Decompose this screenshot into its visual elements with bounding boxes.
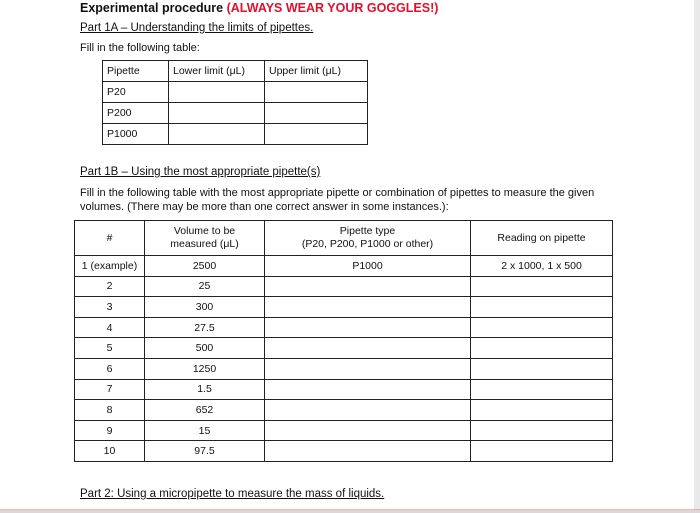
table-row xyxy=(75,441,613,462)
lower-limit-cell[interactable] xyxy=(169,124,265,145)
table-row xyxy=(75,317,613,338)
pipette-type-cell[interactable] xyxy=(265,400,471,421)
volume-cell: 97.5 xyxy=(145,441,265,462)
pipette-type-cell[interactable] xyxy=(265,297,471,318)
header-reading: Reading on pipette xyxy=(471,221,613,256)
header-type-line1: Pipette type xyxy=(339,225,396,237)
page-title xyxy=(80,1,438,15)
reading-cell[interactable] xyxy=(471,379,613,400)
reading-cell[interactable] xyxy=(471,441,613,462)
number-cell: 1 (example) xyxy=(75,256,145,277)
reading-cell[interactable] xyxy=(471,297,613,318)
table-row xyxy=(103,103,368,124)
number-cell: 7 xyxy=(75,379,145,400)
table-row xyxy=(103,124,368,145)
pipette-type-cell: P1000 xyxy=(265,256,471,277)
number-cell: 6 xyxy=(75,358,145,379)
number-cell: 2 xyxy=(75,276,145,297)
part-2-heading: Part 2: Using a micropipette to measure the mass of liquids. xyxy=(80,488,385,500)
lower-limit-cell[interactable] xyxy=(169,103,265,124)
volume-cell: 27.5 xyxy=(145,317,265,338)
table-header-row xyxy=(103,61,368,82)
header-volume-line1: Volume to be xyxy=(173,225,236,237)
part-1a-heading: Part 1A – Understanding the limits of pipettes. xyxy=(80,22,314,34)
volume-cell: 652 xyxy=(145,400,265,421)
part-1b-instruction-line2: volumes. (There may be more than one correct answer in some instances.): xyxy=(80,201,449,213)
volume-cell: 15 xyxy=(145,420,265,441)
pipette-type-cell[interactable] xyxy=(265,379,471,400)
part-1b-instruction-line1: Fill in the following table with the most appropriate pipette or combination of pipettes to measure the given xyxy=(80,187,595,199)
number-cell: 9 xyxy=(75,420,145,441)
reading-cell[interactable] xyxy=(471,317,613,338)
title-main: Experimental procedure xyxy=(80,1,224,15)
upper-limit-cell[interactable] xyxy=(265,124,368,145)
pipette-selection-table xyxy=(74,220,613,462)
pipette-type-cell[interactable] xyxy=(265,441,471,462)
lower-limit-cell[interactable] xyxy=(169,82,265,103)
reading-cell[interactable] xyxy=(471,420,613,441)
volume-cell: 2500 xyxy=(145,256,265,277)
reading-cell[interactable] xyxy=(471,338,613,359)
pipette-type-cell[interactable] xyxy=(265,338,471,359)
number-cell: 5 xyxy=(75,338,145,359)
pipette-type-cell[interactable] xyxy=(265,317,471,338)
number-cell: 8 xyxy=(75,400,145,421)
pipette-cell: P200 xyxy=(103,103,169,124)
pipette-type-cell[interactable] xyxy=(265,358,471,379)
header-type-line2: (P20, P200, P1000 or other) xyxy=(301,238,434,250)
volume-cell: 1250 xyxy=(145,358,265,379)
number-cell: 10 xyxy=(75,441,145,462)
header-upper-limit: Upper limit (μL) xyxy=(265,61,368,82)
reading-cell[interactable] xyxy=(471,276,613,297)
table-row xyxy=(75,420,613,441)
part-1a-instruction: Fill in the following table: xyxy=(80,42,200,54)
header-volume-line2: measured (μL) xyxy=(170,238,239,250)
table-row xyxy=(75,379,613,400)
table-row xyxy=(75,400,613,421)
volume-cell: 500 xyxy=(145,338,265,359)
header-lower-limit: Lower limit (μL) xyxy=(169,61,265,82)
upper-limit-cell[interactable] xyxy=(265,103,368,124)
number-cell: 3 xyxy=(75,297,145,318)
reading-cell: 2 x 1000, 1 x 500 xyxy=(471,256,613,277)
header-volume xyxy=(145,221,265,256)
pipette-type-cell[interactable] xyxy=(265,420,471,441)
volume-cell: 300 xyxy=(145,297,265,318)
viewer-scroll-edge xyxy=(694,0,700,513)
volume-cell: 25 xyxy=(145,276,265,297)
pipette-type-cell[interactable] xyxy=(265,276,471,297)
pipette-cell: P20 xyxy=(103,82,169,103)
reading-cell[interactable] xyxy=(471,358,613,379)
part-1b-heading: Part 1B – Using the most appropriate pipette(s) xyxy=(80,166,321,178)
header-pipette: Pipette xyxy=(103,61,169,82)
header-pipette-type xyxy=(265,221,471,256)
upper-limit-cell[interactable] xyxy=(265,82,368,103)
volume-cell: 1.5 xyxy=(145,379,265,400)
header-number: # xyxy=(75,221,145,256)
pipette-limits-table xyxy=(102,60,368,145)
table-row xyxy=(75,338,613,359)
table-header-row xyxy=(75,221,613,256)
title-warning: (ALWAYS WEAR YOUR GOGGLES!) xyxy=(226,1,439,15)
reading-cell[interactable] xyxy=(471,400,613,421)
table-row xyxy=(103,82,368,103)
number-cell: 4 xyxy=(75,317,145,338)
table-row xyxy=(75,276,613,297)
table-row xyxy=(75,297,613,318)
pipette-cell: P1000 xyxy=(103,124,169,145)
table-row xyxy=(75,256,613,277)
table-row xyxy=(75,358,613,379)
